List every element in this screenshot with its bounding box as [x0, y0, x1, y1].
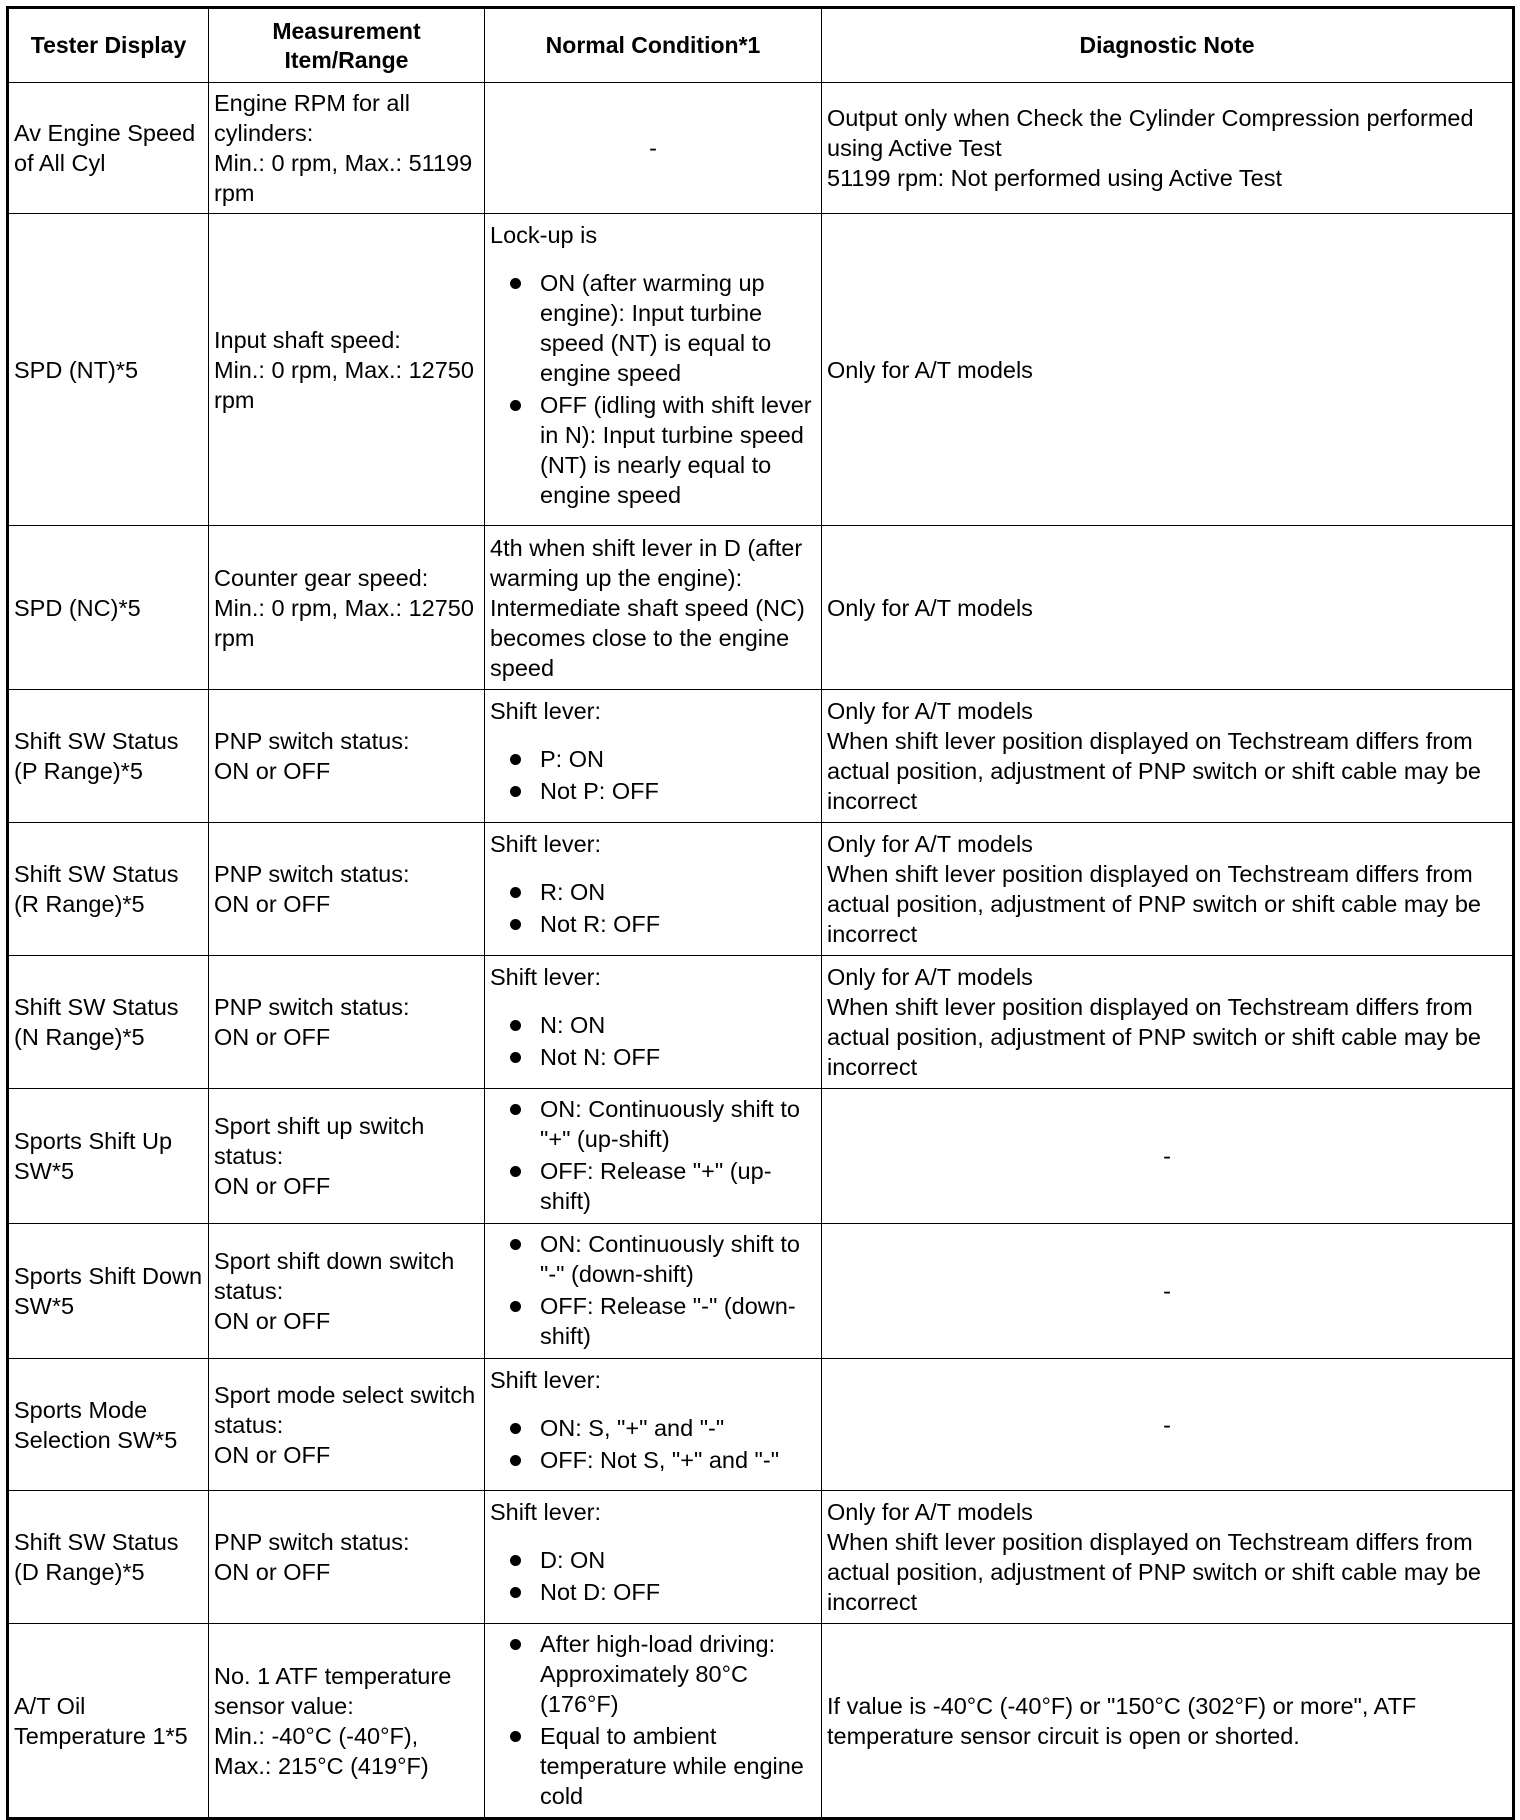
normal-condition-list	[490, 744, 816, 806]
measurement-cell	[209, 823, 485, 956]
spec-page	[6, 6, 1512, 1810]
tester-display-cell: Shift SW Status (D Range)*5	[8, 1491, 209, 1624]
bullet-item: OFF: Release "-" (down-shift)	[490, 1291, 816, 1351]
normal-condition-cell	[485, 214, 822, 526]
bullet-item: Not P: OFF	[490, 776, 816, 806]
measurement-cell	[209, 690, 485, 823]
text-line: Only for A/T models	[827, 698, 1033, 724]
measurement-cell	[209, 956, 485, 1089]
normal-condition-cell	[485, 690, 822, 823]
text-line: PNP switch status:	[214, 1529, 410, 1555]
text-line: Sport mode select switch status:	[214, 1381, 476, 1438]
header-measurement-item: Measurement Item/Range	[209, 8, 485, 83]
diagnostic-note-cell	[822, 690, 1514, 823]
diagnostic-note-cell: -	[822, 1359, 1514, 1491]
text-line: Output only when Check the Cylinder Compression performed using Active Test	[827, 105, 1474, 161]
normal-condition-list	[490, 1629, 816, 1811]
tester-display-cell: Shift SW Status (P Range)*5	[8, 690, 209, 823]
diagnostic-note-cell	[822, 83, 1514, 214]
normal-condition-cell	[485, 1624, 822, 1819]
text-line: Only for A/T models	[827, 964, 1033, 990]
normal-condition-cell	[485, 1359, 822, 1491]
tester-display-cell: Sports Shift Down SW*5	[8, 1224, 209, 1359]
text-line: When shift lever position displayed on Techstream differs from actual position, adjustment of PNP switch or shift cable may be incorrect	[827, 994, 1481, 1080]
text-line: Min.: 0 rpm, Max.: 12750 rpm	[214, 356, 474, 413]
measurement-cell	[209, 1089, 485, 1224]
text-line: ON or OFF	[214, 1559, 331, 1585]
bullet-item: ON: Continuously shift to "+" (up-shift)	[490, 1094, 816, 1154]
text-line: Engine RPM for all cylinders:	[214, 90, 410, 146]
normal-condition-cell: -	[485, 83, 822, 214]
bullet-item: Not N: OFF	[490, 1042, 816, 1072]
tester-display-cell: Sports Shift Up SW*5	[8, 1089, 209, 1224]
tester-display-cell: SPD (NT)*5	[8, 214, 209, 526]
diagnostic-note-cell: -	[822, 1089, 1514, 1224]
text-line: ON or OFF	[214, 1308, 331, 1334]
tester-display-cell: A/T Oil Temperature 1*5	[8, 1624, 209, 1819]
bullet-item: N: ON	[490, 1010, 816, 1040]
text-line: Counter gear speed:	[214, 564, 429, 591]
text-line: ON or OFF	[214, 1173, 331, 1199]
bullet-item: P: ON	[490, 744, 816, 774]
normal-condition-lead: Lock-up is	[490, 222, 598, 248]
normal-condition-list	[490, 1094, 816, 1216]
diagnostic-note-cell	[822, 1491, 1514, 1624]
bullet-item: Not R: OFF	[490, 909, 816, 939]
table-row	[8, 526, 1514, 690]
measurement-cell	[209, 1359, 485, 1491]
diagnostic-note-cell	[822, 1624, 1514, 1819]
tester-display-cell: Sports Mode Selection SW*5	[8, 1359, 209, 1491]
text-line: Only for A/T models	[827, 356, 1033, 383]
text-line: Only for A/T models	[827, 1499, 1033, 1525]
bullet-item: OFF: Not S, "+" and "-"	[490, 1445, 816, 1475]
text-line: When shift lever position displayed on Techstream differs from actual position, adjustment of PNP switch or shift cable may be incorrect	[827, 728, 1481, 814]
normal-condition-cell	[485, 1224, 822, 1359]
text-line: No. 1 ATF temperature sensor value:	[214, 1662, 452, 1719]
table-row	[8, 690, 1514, 823]
text-line: PNP switch status:	[214, 994, 410, 1020]
measurement-cell	[209, 1491, 485, 1624]
text-line: Sport shift up switch status:	[214, 1113, 425, 1169]
text-line: Only for A/T models	[827, 831, 1033, 857]
text-line: 51199 rpm: Not performed using Active Test	[827, 165, 1283, 191]
bullet-item: Not D: OFF	[490, 1577, 816, 1607]
normal-condition-lead: Shift lever:	[490, 1499, 602, 1525]
header-tester-display: Tester Display	[8, 8, 209, 83]
tester-display-cell: Av Engine Speed of All Cyl	[8, 83, 209, 214]
text-line: PNP switch status:	[214, 728, 410, 754]
normal-condition-cell	[485, 1491, 822, 1624]
bullet-item: OFF: Release "+" (up-shift)	[490, 1156, 816, 1216]
bullet-item: R: ON	[490, 877, 816, 907]
text-line: ON or OFF	[214, 758, 331, 784]
bullet-item: Equal to ambient temperature while engine cold	[490, 1721, 816, 1811]
bullet-item: ON (after warming up engine): Input turbine speed (NT) is equal to engine speed	[490, 268, 816, 388]
text-line: Only for A/T models	[827, 594, 1033, 621]
text-line: When shift lever position displayed on Techstream differs from actual position, adjustment of PNP switch or shift cable may be incorrect	[827, 1529, 1481, 1615]
text-line: Min.: 0 rpm, Max.: 51199 rpm	[214, 150, 473, 206]
header-row	[8, 8, 1514, 83]
header-normal-condition: Normal Condition*1	[485, 8, 822, 83]
normal-condition-list	[490, 1010, 816, 1072]
text-line: ON or OFF	[214, 891, 331, 917]
measurement-cell	[209, 83, 485, 214]
normal-condition-cell	[485, 823, 822, 956]
normal-condition-cell: 4th when shift lever in D (after warming up the engine): Intermediate shaft speed (NC) becomes close to the engine speed	[485, 526, 822, 690]
text-line: Min.: -40°C (-40°F), Max.: 215°C (419°F)	[214, 1722, 429, 1779]
text-line: ON or OFF	[214, 1024, 331, 1050]
diagnostic-note-cell	[822, 823, 1514, 956]
table-row	[8, 1089, 1514, 1224]
measurement-cell	[209, 1624, 485, 1819]
tester-display-cell: SPD (NC)*5	[8, 526, 209, 690]
table-row	[8, 956, 1514, 1089]
table-row	[8, 1491, 1514, 1624]
normal-condition-cell	[485, 956, 822, 1089]
measurement-cell	[209, 214, 485, 526]
bullet-item: ON: S, "+" and "-"	[490, 1413, 816, 1443]
normal-condition-list	[490, 877, 816, 939]
normal-condition-list	[490, 1229, 816, 1351]
text-line: If value is -40°C (-40°F) or "150°C (302°F) or more", ATF temperature sensor circuit is open or shorted.	[827, 1692, 1417, 1749]
bullet-item: ON: Continuously shift to "-" (down-shift)	[490, 1229, 816, 1289]
normal-condition-lead: Shift lever:	[490, 1367, 602, 1393]
text-line: Sport shift down switch status:	[214, 1248, 455, 1304]
table-body	[8, 83, 1514, 1819]
table-row	[8, 83, 1514, 214]
diagnostic-note-cell	[822, 526, 1514, 690]
header-diagnostic-note: Diagnostic Note	[822, 8, 1514, 83]
diagnostic-note-cell	[822, 214, 1514, 526]
normal-condition-list	[490, 1545, 816, 1607]
diagnostic-note-cell: -	[822, 1224, 1514, 1359]
tester-display-cell: Shift SW Status (R Range)*5	[8, 823, 209, 956]
tester-display-cell: Shift SW Status (N Range)*5	[8, 956, 209, 1089]
text-line: PNP switch status:	[214, 861, 410, 887]
table-row	[8, 1359, 1514, 1491]
normal-condition-list	[490, 1413, 816, 1475]
bullet-item: D: ON	[490, 1545, 816, 1575]
text-line: When shift lever position displayed on Techstream differs from actual position, adjustment of PNP switch or shift cable may be incorrect	[827, 861, 1481, 947]
measurement-cell	[209, 526, 485, 690]
data-list-table	[6, 6, 1515, 1820]
measurement-cell	[209, 1224, 485, 1359]
normal-condition-lead: Shift lever:	[490, 698, 602, 724]
table-row	[8, 214, 1514, 526]
normal-condition-cell	[485, 1089, 822, 1224]
bullet-item: After high-load driving: Approximately 80°C (176°F)	[490, 1629, 816, 1719]
normal-condition-lead: Shift lever:	[490, 831, 602, 857]
bullet-item: OFF (idling with shift lever in N): Input turbine speed (NT) is nearly equal to engine speed	[490, 390, 816, 510]
table-row	[8, 1224, 1514, 1359]
normal-condition-list	[490, 268, 816, 510]
table-row	[8, 823, 1514, 956]
table-row	[8, 1624, 1514, 1819]
text-line: Min.: 0 rpm, Max.: 12750 rpm	[214, 594, 474, 651]
normal-condition-lead: Shift lever:	[490, 964, 602, 990]
text-line: Input shaft speed:	[214, 326, 401, 353]
text-line: ON or OFF	[214, 1441, 331, 1468]
diagnostic-note-cell	[822, 956, 1514, 1089]
